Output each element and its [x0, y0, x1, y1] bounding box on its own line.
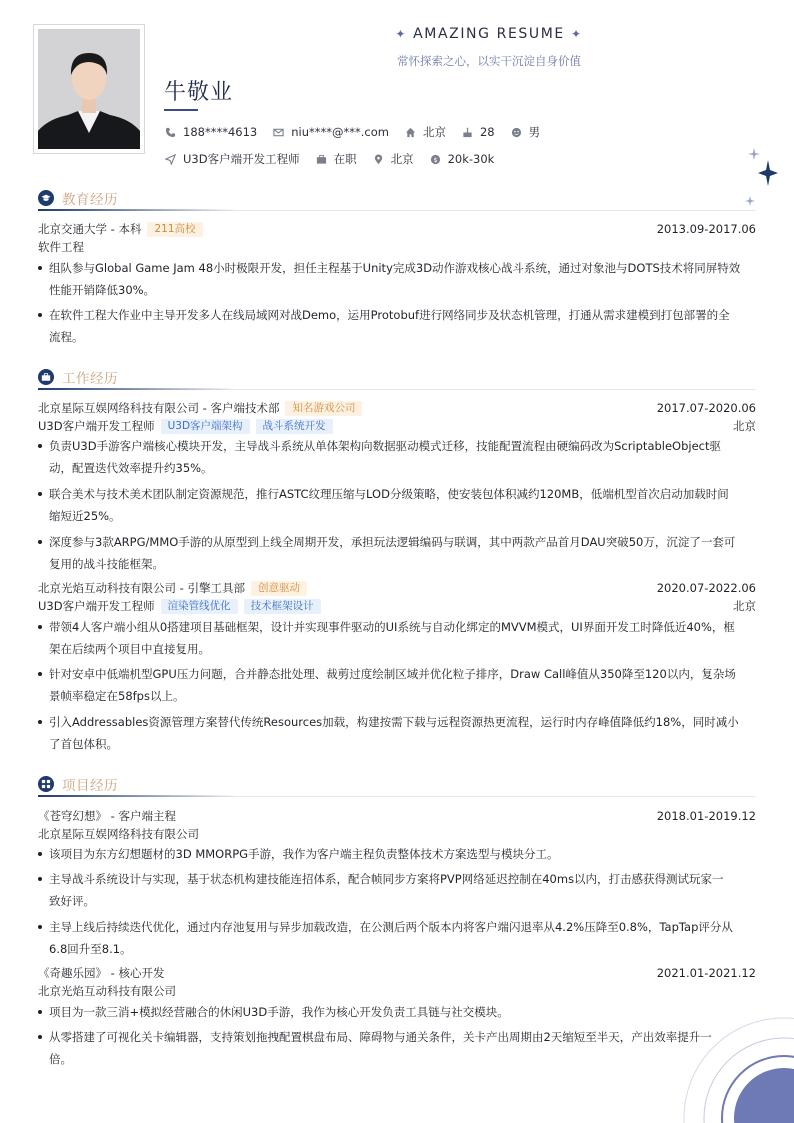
salary-text: 20k-30k	[447, 152, 495, 166]
bullet-line: 性能开销降低30%。	[49, 283, 156, 297]
candidate-name: 牛敬业	[164, 80, 234, 105]
bullet-line: 倍。	[49, 1052, 72, 1066]
project-name: 《奇趣乐园》 - 核心开发	[38, 966, 165, 980]
job-info-row	[165, 151, 510, 167]
email-item	[273, 125, 389, 139]
job-title-text: U3D客户端开发工程师	[183, 152, 300, 166]
cake-icon	[462, 127, 473, 138]
bullet-line: 针对安卓中低端机型GPU压力问题，合并静态批处理、裁剪过度绘制区域并优化粒子排序，Draw Call峰值从350降至120以内，复杂场	[49, 667, 736, 681]
avatar	[38, 29, 140, 149]
company-name: 北京星际互娱网络科技有限公司 - 客户端技术部	[38, 401, 280, 415]
list-item	[38, 531, 756, 575]
send-icon	[165, 154, 176, 165]
company-tag: 知名游戏公司	[285, 401, 362, 416]
project-company-row	[38, 983, 756, 999]
bullet-line: 6.8回升至8.1。	[49, 942, 132, 956]
briefcase-icon	[38, 369, 54, 385]
company-name: 北京光焰互动科技有限公司 - 引擎工具部	[38, 581, 245, 595]
bullet-line: 深度参与3款ARPG/MMO手游的从原型到上线全周期开发，承担玩法逻辑编码与联调，其中两款产品首月DAU突破50万，沉淀了一套可	[49, 535, 736, 549]
role-tag: 渲染管线优化	[161, 599, 238, 614]
list-item	[38, 868, 756, 912]
section-title: 教育经历	[62, 192, 118, 208]
project-name: 《苍穹幻想》 - 客户端主程	[38, 809, 176, 823]
list-item	[38, 435, 756, 479]
role-tag: U3D客户端架构	[161, 419, 250, 434]
bullet-line: 在软件工程大作业中主导开发多人在线局域网对战Demo，运用Protobuf进行网络同步及状态机管理，打通从需求建模到打包部署的全	[49, 308, 730, 322]
project-section	[38, 774, 756, 1074]
phone-text: 188****4613	[183, 125, 258, 139]
contact-info-row	[165, 124, 556, 140]
project-company: 北京光焰互动科技有限公司	[38, 984, 176, 998]
role-tag: 技术框架设计	[244, 599, 321, 614]
list-item	[38, 257, 756, 301]
major-row	[38, 239, 756, 255]
bullet-line: 组队参与Global Game Jam 48小时极限开发，担任主程基于Unity完成3D动作游戏核心战斗系统，通过对象池与DOTS技术将同屏特效	[49, 261, 741, 275]
project-company-row	[38, 826, 756, 842]
section-divider-accent	[38, 388, 238, 390]
bullet-line: 联合美术与技术美术团队制定资源规范，推行ASTC纹理压缩与LOD分级策略，使安装包体积减约120MB，低端机型首次启动加载时间	[49, 487, 729, 501]
resume-subtitle: 常怀探索之心，以实干沉淀自身价值	[397, 54, 581, 68]
role-tag: 战斗系统开发	[256, 419, 333, 434]
email-icon	[273, 127, 284, 138]
bullet-line: 带领4人客户端小组从0搭建项目基础框架，设计并实现事件驱动的UI系统与自动化绑定的MVVM模式，UI界面开发工时降低近40%，框	[49, 620, 735, 634]
name-underline	[164, 109, 198, 111]
major-name: 软件工程	[38, 240, 84, 254]
star-icon: ✦	[570, 27, 583, 41]
phone-item	[165, 125, 257, 139]
resume-header	[386, 26, 592, 42]
job-city: 北京	[733, 599, 756, 613]
bullet-line: 架在后续两个项目中直接复用。	[49, 642, 210, 656]
status-item	[316, 151, 357, 167]
bullet-line: 主导战斗系统设计与实现，基于状态机构建技能连招体系，配合帧同步方案将PVP网络延迟控制在40ms以内，打击感获得测试玩家一	[49, 872, 724, 886]
job-role: U3D客户端开发工程师	[38, 599, 155, 613]
phone-icon	[165, 127, 176, 138]
bullet-line: 缩短近25%。	[49, 509, 121, 523]
location-text: 北京	[390, 152, 414, 166]
bullet-line: 从零搭建了可视化关卡编辑器，支持策划拖拽配置棋盘布局、障碍物与通关条件，关卡产出周期由2天缩短至半天，产出效率提升一	[49, 1030, 712, 1044]
school-name: 北京交通大学 - 本科	[38, 222, 142, 236]
list-item	[38, 483, 756, 527]
bullet-line: 该项目为东方幻想题材的3D MMORPG手游，我作为客户端主程负责整体技术方案选型与模块分工。	[49, 847, 559, 861]
person-icon	[511, 127, 522, 138]
bullet-line: 负责U3D手游客户端核心模块开发，主导战斗系统从单体架构向数据驱动模式迁移，技能配置流程由硬编码改为ScriptableObject驱	[49, 439, 722, 453]
job-date: 2020.07-2022.06	[656, 581, 756, 595]
age-item	[462, 125, 495, 139]
bullet-line: 动，配置迭代效率提升约35%。	[49, 461, 213, 475]
job-title-item	[165, 151, 300, 167]
section-header	[38, 188, 756, 208]
list-item	[38, 663, 756, 707]
company-tag: 创意驱动	[251, 581, 307, 596]
list-item	[38, 843, 756, 865]
bullet-line: 流程。	[49, 330, 84, 344]
job-role: U3D客户端开发工程师	[38, 419, 155, 433]
project-entry-header	[38, 965, 756, 981]
section-title: 工作经历	[62, 371, 118, 387]
bullet-line: 项目为一款三消+模拟经营融合的休闲U3D手游，我作为核心开发负责工具链与社交模块。	[49, 1005, 509, 1019]
work-section	[38, 367, 756, 757]
salary-item	[430, 152, 495, 166]
education-date: 2013.09-2017.06	[656, 222, 756, 236]
job-entry-header	[38, 580, 756, 596]
education-section	[38, 188, 756, 348]
list-item	[38, 1026, 756, 1070]
grid-icon	[38, 776, 54, 792]
bullet-line: 主导上线后持续迭代优化，通过内存池复用与异步加载改造，在公测后两个版本内将客户端闪退率从4.2%压降至0.8%，TapTap评分从	[49, 920, 733, 934]
home-icon	[405, 127, 416, 138]
section-title: 项目经历	[62, 778, 118, 794]
briefcase-icon	[316, 154, 327, 165]
graduation-cap-icon	[38, 190, 54, 206]
list-item	[38, 916, 756, 960]
gender-item	[511, 124, 541, 140]
list-item	[38, 1001, 756, 1023]
svg-text:$: $	[433, 155, 438, 164]
job-role-row	[38, 418, 756, 434]
location-item	[373, 151, 414, 167]
section-header	[38, 367, 756, 387]
resume-title: AMAZING RESUME	[413, 26, 565, 42]
status-text: 在职	[333, 152, 357, 166]
location-pin-icon	[373, 154, 384, 165]
bullet-line: 引入Addressables资源管理方案替代传统Resources加载，构建按需下载与远程资源热更流程，运行时内存峰值降低约18%，同时减小	[49, 715, 739, 729]
project-entry-header	[38, 808, 756, 824]
bullet-line: 景帧率稳定在58fps以上。	[49, 689, 185, 703]
list-item	[38, 616, 756, 660]
gender-text: 男	[528, 125, 541, 139]
star-icon: ✦	[395, 27, 408, 41]
city-text: 北京	[422, 125, 446, 139]
section-header	[38, 774, 756, 794]
job-date: 2017.07-2020.06	[656, 401, 756, 415]
money-icon	[430, 154, 441, 165]
profile-photo	[33, 24, 145, 154]
job-role-row	[38, 598, 756, 614]
list-item	[38, 304, 756, 348]
bullet-line: 致好评。	[49, 894, 95, 908]
school-tag: 211高校	[147, 222, 202, 237]
age-text: 28	[479, 125, 495, 139]
project-date: 2021.01-2021.12	[656, 966, 756, 980]
job-city: 北京	[733, 419, 756, 433]
section-divider-accent	[38, 209, 238, 211]
job-entry-header	[38, 400, 756, 416]
email-text: niu****@***.com	[291, 125, 389, 139]
project-company: 北京星际互娱网络科技有限公司	[38, 827, 199, 841]
bullet-line: 复用的战斗技能框架。	[49, 557, 164, 571]
bullet-line: 了首包体积。	[49, 737, 118, 751]
list-item	[38, 711, 756, 755]
project-date: 2018.01-2019.12	[656, 809, 756, 823]
education-entry-header	[38, 221, 756, 237]
city-item	[405, 124, 446, 140]
section-divider-accent	[38, 795, 238, 797]
